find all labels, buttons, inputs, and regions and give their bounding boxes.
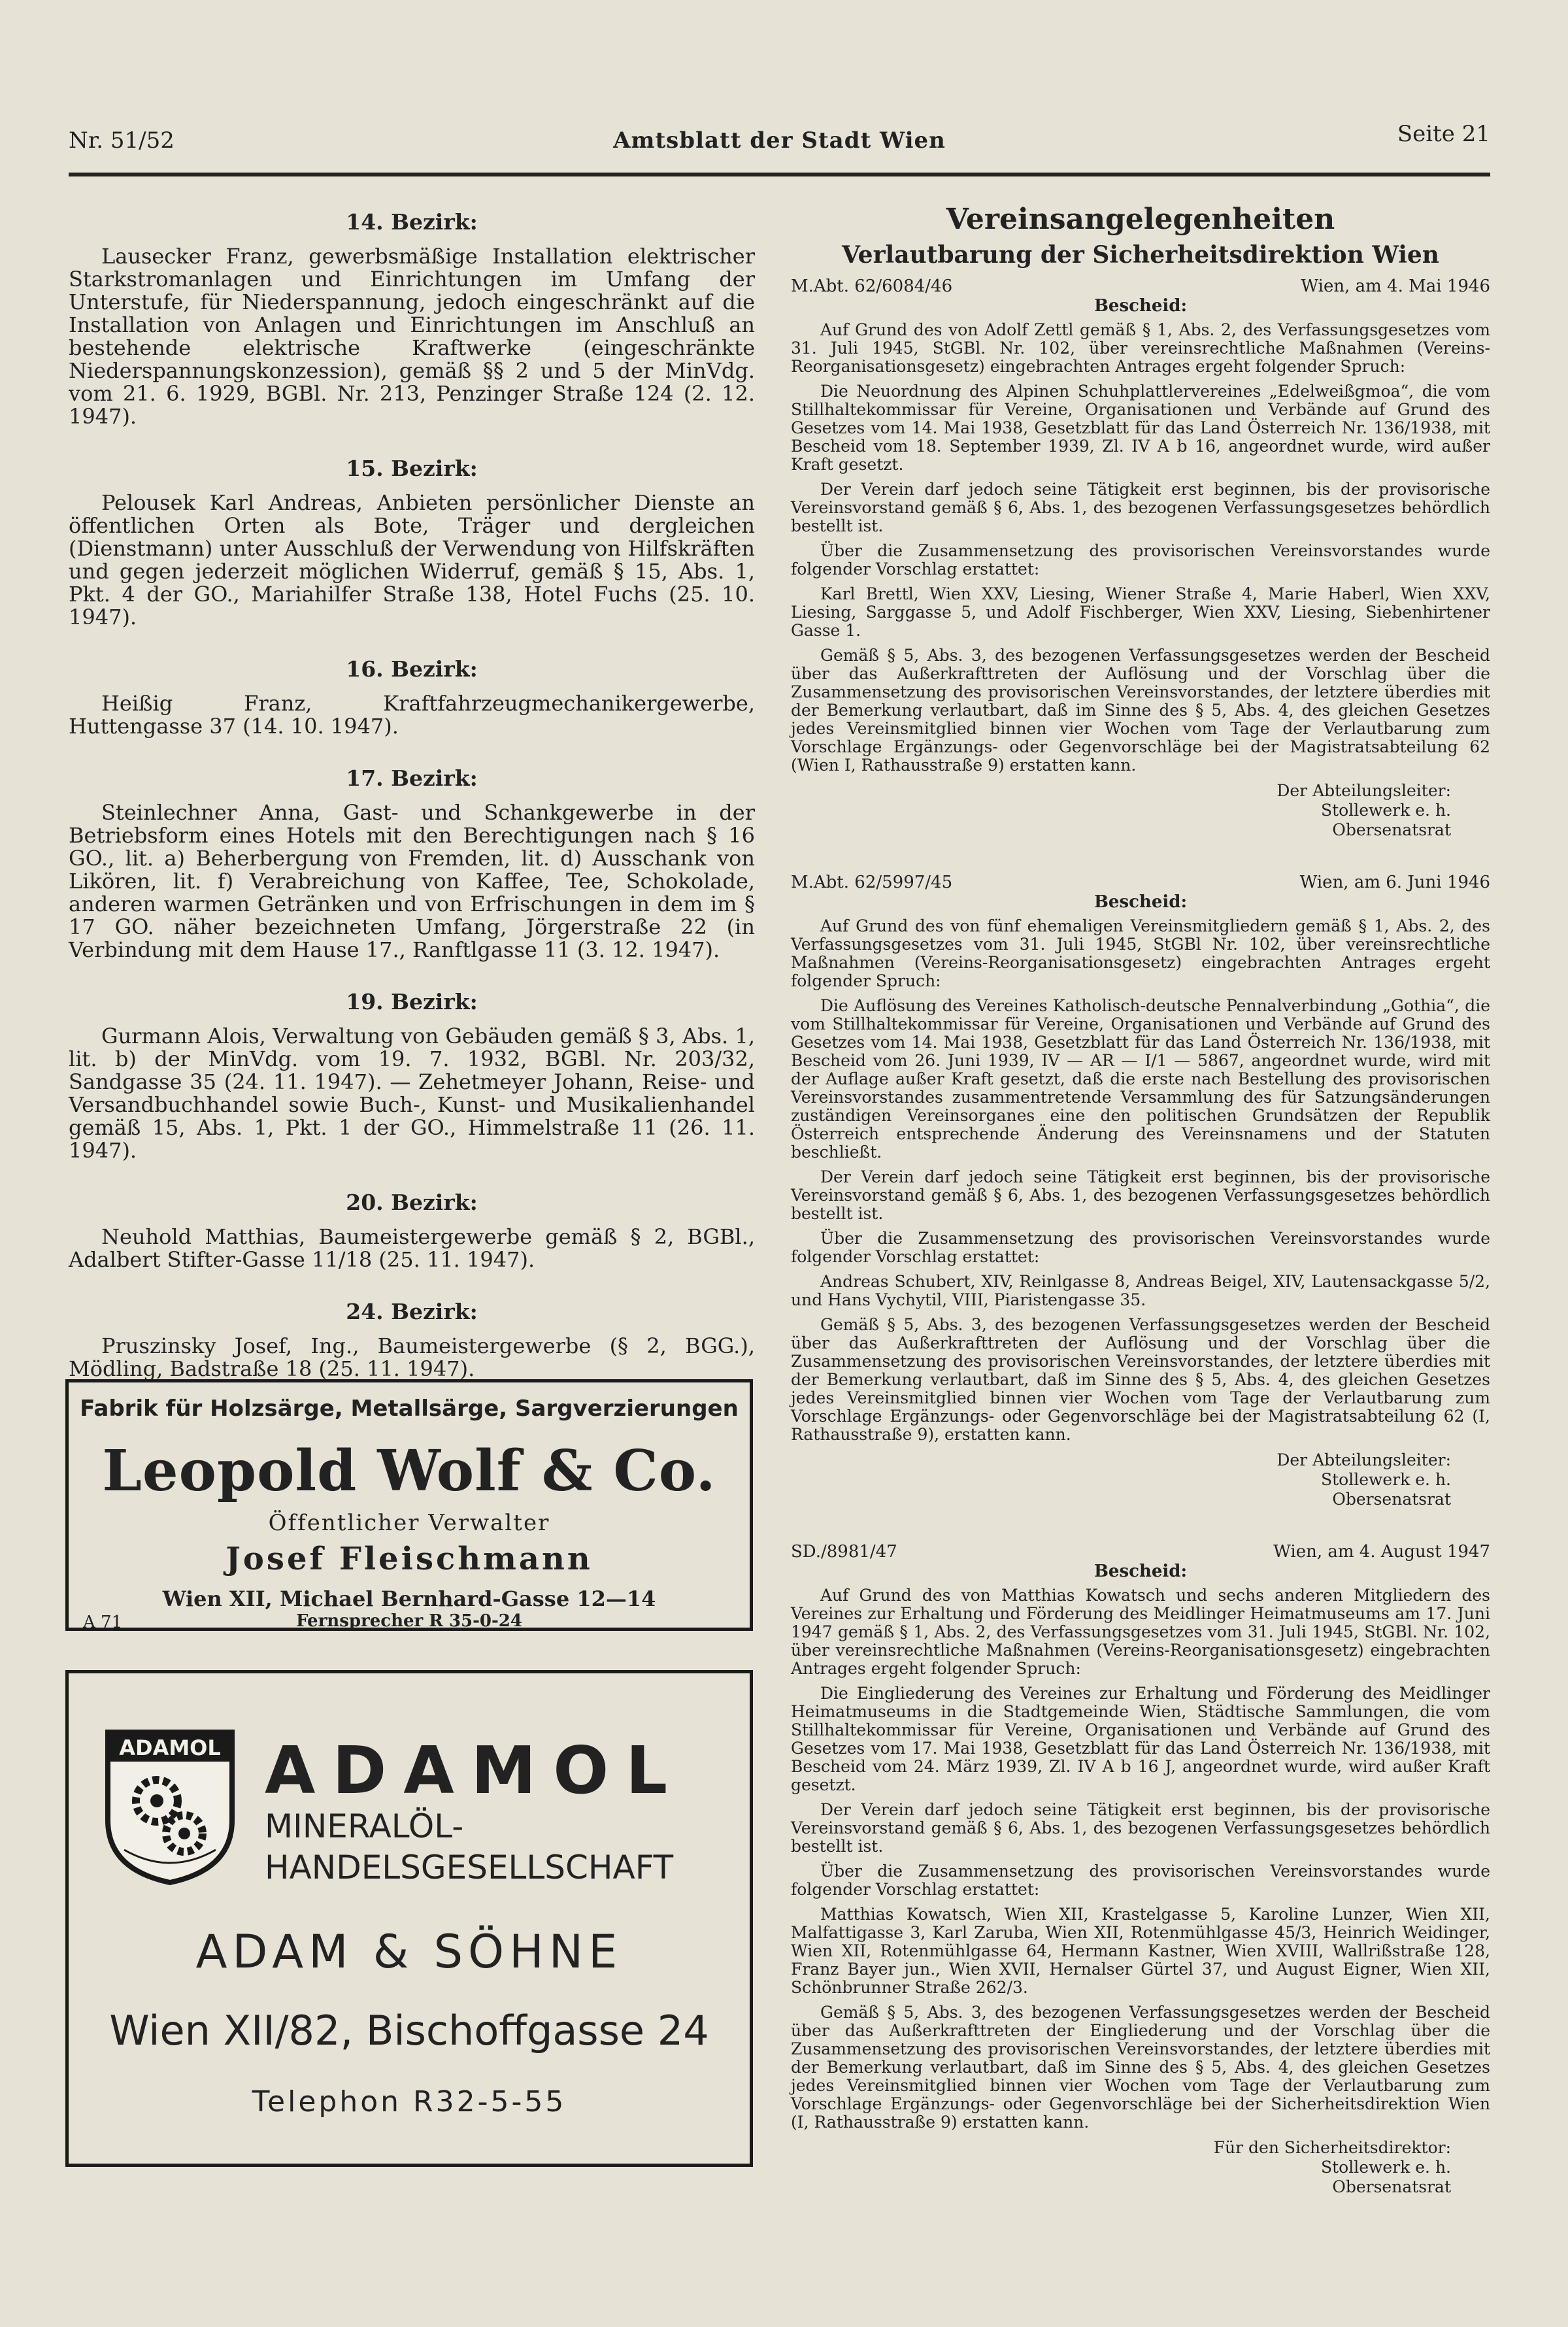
district-entry: Gurmann Alois, Verwaltung von Gebäuden gemäß § 3, Abs. 1, lit. b) der MinVdg. vom 19. 7. 1932, BGBl. Nr. 203/32, Sandgasse 35 (24. 11. 1947). — Zehetmeyer Johann, Reise- und Versandbuchhandel sowie Buch-, Kunst- und Musikalienhandel gemäß 15, Abs. 1, Pkt. 1 der GO., Himmelstraße 11 (26. 11. 1947). — [69, 1024, 755, 1163]
district-section — [69, 1190, 755, 1271]
notice-paragraph: Der Verein darf jedoch seine Tätigkeit erst beginnen, bis der provisorische Vereinsvorstand gemäß § 6, Abs. 1, des bezogenen Verfassungsgesetzes behördlich bestellt ist. — [791, 1167, 1490, 1223]
ad-address: Wien XII, Michael Bernhard-Gasse 12—14 — [162, 1586, 656, 1611]
ad-phone: Fernsprecher R 35-0-24 — [296, 1611, 522, 1631]
right-column — [791, 203, 1490, 2230]
district-heading: 19. Bezirk: — [346, 989, 478, 1014]
district-section — [69, 989, 755, 1162]
ad-role: Öffentlicher Verwalter — [268, 1510, 550, 1536]
notice-paragraph: Auf Grund des von Adolf Zettl gemäß § 1, Abs. 2, des Verfassungsgesetzes vom 31. Juli 1945, StGBl. Nr. 102, über vereinsrechtliche Maßnahmen (Vereins-Reorganisationsgesetz) eingebrachten Antrages ergeht folgender Spruch: — [791, 320, 1490, 376]
advertisement-adamol — [65, 1670, 753, 2167]
notice-paragraph: Die Auflösung des Vereines Katholisch-deutsche Pennalverbindung „Gothia“, die vom Stillhaltekommissar für Vereine, Organisationen und Verbände auf Grund des Gesetzes vom 14. Mai 1938, Gesetzblatt für das Land Österreich Nr. 136/1938, mit Bescheid vom 26. Juni 1939, IV — AR — I/1 — 5867, angeordnet wurde, wird mit der Auflage außer Kraft gesetzt, daß die erste nach Bestellung des provisorischen Vereinsvorstandes zusammentretende Versammlung des für Satzungsänderungen zuständigen Vereinsorganes eine den politischen Grundsätzen der Republik Österreich entsprechende Änderung des Vereinsnamens und der Statuten beschließt. — [791, 996, 1490, 1162]
notice-block — [791, 276, 1490, 840]
signature-rank: Obersenatsrat — [1332, 820, 1451, 839]
signature-rank: Obersenatsrat — [1332, 1490, 1451, 1509]
notice-reference: M.Abt. 62/5997/45 — [791, 873, 953, 892]
notice-paragraph: Der Verein darf jedoch seine Tätigkeit erst beginnen, bis der provisorische Vereinsvorstand gemäß § 6, Abs. 1, des bezogenen Verfassungsgesetzes behördlich bestellt ist. — [791, 480, 1490, 535]
district-heading: 20. Bezirk: — [346, 1190, 478, 1215]
adamol-phone: Telephon R32-5-55 — [252, 2085, 567, 2118]
notice-block — [791, 873, 1490, 1509]
notice-meta — [791, 1542, 1490, 1562]
signature-name: Stollewerk e. h. — [1321, 801, 1451, 820]
signature-title: Der Abteilungsleiter: — [1276, 1450, 1451, 1469]
notice-date: Wien, am 6. Juni 1946 — [1299, 873, 1490, 892]
signature-title: Der Abteilungsleiter: — [1276, 781, 1451, 800]
district-entry: Heißig Franz, Kraftfahrzeugmechanikergewerbe, Huttengasse 37 (14. 10. 1947). — [69, 691, 755, 739]
notice-paragraph: Die Eingliederung des Vereines zur Erhaltung und Förderung des Meidlinger Heimatmuseums in die Stadtgemeinde Wien, Städtische Sammlungen, die vom Stillhaltekommissar für Vereine, Organisationen und Verbände auf Grund des Gesetzes vom 17. Mai 1938, Gesetzblatt für das Land Österreich Nr. 136/1938, mit Bescheid vom 24. März 1939, Zl. IV A b 16 J, angeordnet wurde, wird außer Kraft gesetzt. — [791, 1684, 1490, 1794]
publication-title: Amtsblatt der Stadt Wien — [613, 127, 946, 154]
section-title: Vereinsangelegenheiten — [946, 203, 1335, 236]
district-section — [69, 456, 755, 629]
district-section — [69, 209, 755, 428]
ad-person-name: Josef Fleischmann — [225, 1541, 593, 1577]
adamol-subtitle-2: HANDELSGESELLSCHAFT — [265, 1849, 674, 1886]
signature-title: Für den Sicherheitsdirektor: — [1213, 2138, 1451, 2157]
notice-paragraph: Der Verein darf jedoch seine Tätigkeit erst beginnen, bis der provisorische Vereinsvorstand gemäß § 6, Abs. 1, des bezogenen Verfassungsgesetzes behördlich bestellt ist. — [791, 1800, 1490, 1856]
notice-paragraph: Andreas Schubert, XIV, Reinlgasse 8, Andreas Beigel, XIV, Lautensackgasse 5/2, und Hans Vychytil, VIII, Piaristengasse 35. — [791, 1272, 1490, 1309]
header-rule — [69, 173, 1490, 176]
district-entry: Neuhold Matthias, Baumeistergewerbe gemäß § 2, BGBl., Adalbert Stifter-Gasse 11/18 (25. 11. 1947). — [69, 1224, 755, 1272]
page-header — [69, 121, 1490, 167]
notice-paragraph: Auf Grund des von Matthias Kowatsch und sechs anderen Mitgliedern des Vereines zur Erhaltung und Förderung des Meidlinger Heimatmuseums am 17. Juni 1947 gemäß § 1, Abs. 2, des Verfassungsgesetzes vom 31. Juli 1945, StGBl. Nr. 102, über vereinsrechtliche Maßnahmen (Vereins-Reorganisationsgesetz) eingebrachten Antrages ergeht folgender Spruch: — [791, 1586, 1490, 1678]
notice-paragraph: Gemäß § 5, Abs. 3, des bezogenen Verfassungsgesetzes werden der Bescheid über das Außerkrafttreten der Auflösung und der Vorschlag über die Zusammensetzung des provisorischen Vereinsvorstandes, der letztere überdies mit der Bemerkung verlautbart, daß im Sinne des § 5, Abs. 4, des gleichen Gesetzes jedes Vereinsmitglied binnen vier Wochen vom Tage der Verlautbarung zum Vorschlage Ergänzungs- oder Gegenvorschläge bei der Magistratsabteilung 62 (I, Rathausstraße 9), erstatten kann. — [791, 1315, 1490, 1444]
adamol-subtitle-1: MINERALÖL- — [265, 1807, 464, 1845]
adamol-shield-logo — [105, 1729, 235, 1886]
signature-rank: Obersenatsrat — [1332, 2177, 1451, 2196]
ad-tagline: Fabrik für Holzsärge, Metallsärge, Sargverzierungen — [80, 1396, 739, 1422]
notice-paragraph: Gemäß § 5, Abs. 3, des bezogenen Verfassungsgesetzes werden der Bescheid über das Außerkrafttreten der Auflösung und der Vorschlag über die Zusammensetzung des provisorischen Vereinsvorstandes, der letztere überdies mit der Bemerkung verlautbart, daß im Sinne des § 5, Abs. 4, des gleichen Gesetzes jedes Vereinsmitglied binnen vier Wochen vom Tage der Verlautbarung zum Vorschlage Ergänzungs- oder Gegenvorschläge bei der Magistratsabteilung 62 (Wien I, Rathausstraße 9) erstatten kann. — [791, 646, 1490, 775]
notice-paragraph: Auf Grund des von fünf ehemaligen Vereinsmitgliedern gemäß § 1, Abs. 2, des Verfassungsgesetzes vom 31. Juli 1945, StGBl Nr. 102, über vereinsrechtliche Maßnahmen (Vereins-Reorganisationsgesetz) eingebrachten Antrages ergeht folgender Spruch: — [791, 916, 1490, 990]
district-entry: Pruszinsky Josef, Ing., Baumeistergewerbe (§ 2, BGG.), Mödling, Badstraße 18 (25. 11. 1947). — [69, 1333, 755, 1381]
notice-paragraph: Matthias Kowatsch, Wien XII, Krastelgasse 5, Karoline Lunzer, Wien XII, Malfattigasse 3, Karl Zaruba, Wien XII, Rotenmühlgasse 45/3, Heinrich Weidinger, Wien XII, Rotenmühlgasse 64, Hermann Kastner, Wien XVIII, Wallrißstraße 128, Franz Bayer jun., Wien XVII, Hernalser Gürtel 37, und August Eigner, Wien XII, Schönbrunner Straße 262/3. — [791, 1905, 1490, 1997]
adamol-brand: ADAMOL — [265, 1732, 685, 1809]
left-column — [69, 209, 755, 1408]
adamol-firm: ADAM & SÖHNE — [195, 1925, 623, 1979]
notice-meta — [791, 276, 1490, 296]
district-heading: 16. Bezirk: — [346, 656, 478, 682]
notice-paragraph: Karl Brettl, Wien XXV, Liesing, Wiener Straße 4, Marie Haberl, Wien XXV, Liesing, Sarggasse 5, und Adolf Fischberger, Wien XXV, Liesing, Siebenhirtener Gasse 1. — [791, 584, 1490, 640]
advertisement-wolf — [65, 1379, 753, 1631]
district-section — [69, 765, 755, 962]
district-heading: 14. Bezirk: — [346, 209, 478, 235]
district-entry: Steinlechner Anna, Gast- und Schankgewerbe in der Betriebsform eines Hotels mit den Berechtigungen nach § 16 GO., lit. a) Beherbergung von Fremden, lit. d) Ausschank von Likören, lit. f) Verabreichung von Kaffee, Tee, Schokolade, anderen warmen Getränken und von Erfrischungen in dem im § 17 GO. näher bezeichneten Umfang, Jörgerstraße 22 (in Verbindung mit dem Hause 17., Ranftlgasse 11 (3. 12. 1947). — [69, 800, 755, 962]
district-section — [69, 1299, 755, 1381]
district-heading: 15. Bezirk: — [346, 456, 478, 481]
notice-heading: Bescheid: — [1093, 892, 1188, 912]
adamol-address: Wien XII/82, Bischoffgasse 24 — [109, 2007, 709, 2054]
ad-firm-name: Leopold Wolf & Co. — [102, 1438, 716, 1504]
district-heading: 24. Bezirk: — [346, 1299, 478, 1324]
district-heading: 17. Bezirk: — [346, 765, 478, 791]
notice-paragraph: Über die Zusammensetzung des provisorischen Vereinsvorstandes wurde folgender Vorschlag erstattet: — [791, 541, 1490, 578]
notice-block — [791, 1542, 1490, 2197]
district-entry: Lausecker Franz, gewerbsmäßige Installation elektrischer Starkstromanlagen und Einrichtungen im Umfang der Unterstufe, für Niederspannung, jedoch eingeschränkt auf die Installation von Anlagen und Einrichtungen im Anschluß an bestehende elektrische Kraftwerke (eingeschränkte Niederspannungskonzession), gemäß §§ 2 und 5 der MinVdg. vom 21. 6. 1929, BGBl. Nr. 213, Penzinger Straße 124 (2. 12. 1947). — [69, 244, 755, 429]
notice-paragraph: Über die Zusammensetzung des provisorischen Vereinsvorstandes wurde folgender Vorschlag erstattet: — [791, 1862, 1490, 1899]
signature-name: Stollewerk e. h. — [1321, 1470, 1451, 1489]
ad-code: A 71 — [83, 1613, 123, 1632]
notice-paragraph: Die Neuordnung des Alpinen Schuhplattlervereines „Edelweißgmoa“, die vom Stillhaltekommissar für Vereine, Organisationen und Verbände auf Grund des Gesetzes vom 14. Mai 1938, Gesetzblatt für das Land Österreich Nr. 136/1938, mit Bescheid vom 18. September 1939, Zl. IV A b 16, angeordnet wurde, wird außer Kraft gesetzt. — [791, 382, 1490, 474]
notice-reference: M.Abt. 62/6084/46 — [791, 276, 953, 296]
notice-meta — [791, 873, 1490, 892]
section-subtitle: Verlautbarung der Sicherheitsdirektion Wien — [842, 241, 1439, 269]
page-number: Seite 21 — [1397, 121, 1490, 147]
notice-reference: SD./8981/47 — [791, 1542, 897, 1562]
shield-label: ADAMOL — [119, 1735, 221, 1760]
notice-date: Wien, am 4. Mai 1946 — [1301, 276, 1490, 296]
district-entry: Pelousek Karl Andreas, Anbieten persönlicher Dienste an öffentlichen Orten als Bote, Träger und dergleichen (Dienstmann) unter Ausschluß der Verwendung von Hilfskräften und gegen jederzeit möglichen Widerruf, gemäß § 15, Abs. 1, Pkt. 4 der GO., Mariahilfer Straße 138, Hotel Fuchs (25. 10. 1947). — [69, 490, 755, 629]
notice-heading: Bescheid: — [1093, 1562, 1188, 1581]
issue-number: Nr. 51/52 — [69, 127, 175, 154]
notice-date: Wien, am 4. August 1947 — [1273, 1542, 1490, 1562]
notice-paragraph: Gemäß § 5, Abs. 3, des bezogenen Verfassungsgesetzes werden der Bescheid über das Außerkrafttreten der Eingliederung und der Vorschlag über die Zusammensetzung des provisorischen Vereinsvorstandes, der letztere überdies mit der Bemerkung verlautbart, daß im Sinne des § 5, Abs. 4, des gleichen Gesetzes jedes Vereinsmitglied binnen vier Wochen vom Tage der Verlautbarung zum Vorschlage Ergänzungs- oder Gegenvorschläge bei der Sicherheitsdirektion Wien (I, Rathausstraße 9) erstatten kann. — [791, 2003, 1490, 2132]
district-section — [69, 656, 755, 738]
notice-heading: Bescheid: — [1093, 296, 1188, 316]
notice-paragraph: Über die Zusammensetzung des provisorischen Vereinsvorstandes wurde folgender Vorschlag erstattet: — [791, 1229, 1490, 1266]
signature-name: Stollewerk e. h. — [1321, 2158, 1451, 2177]
